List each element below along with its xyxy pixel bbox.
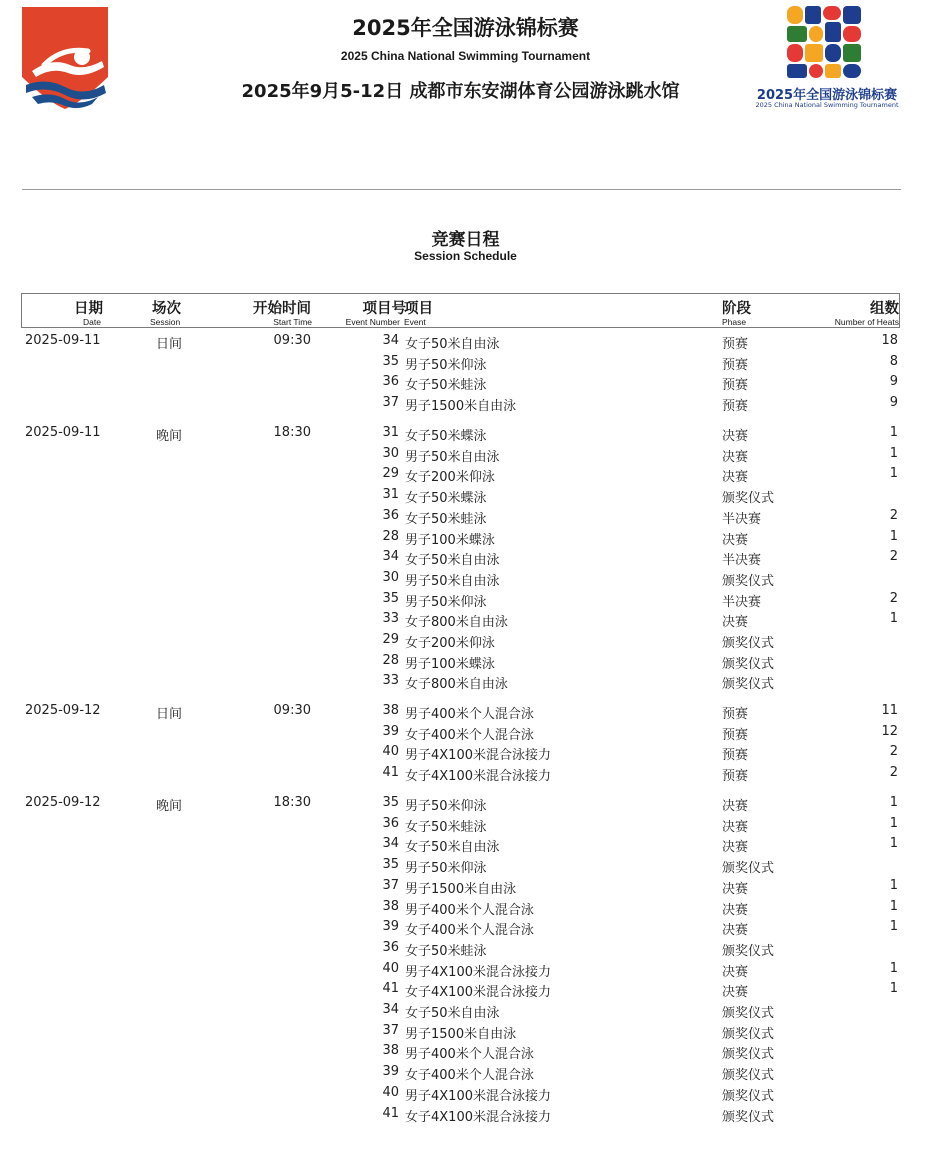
- event-name: 男子4X100米混合泳接力: [405, 748, 551, 764]
- event-phase: 颁奖仪式: [722, 491, 775, 507]
- col-heats-header-en: Number of Heats: [834, 317, 899, 327]
- event-name: 女子400米个人混合泳: [405, 727, 534, 743]
- event-number: 36: [382, 815, 399, 831]
- event-heats: 1: [889, 795, 898, 810]
- event-heats: 1: [889, 445, 898, 461]
- session-date: 2025-09-11: [25, 425, 101, 440]
- col-event-header-en: Event: [404, 317, 426, 327]
- event-number: 35: [382, 795, 399, 810]
- event-number: 34: [382, 836, 399, 852]
- event-number: 31: [382, 487, 399, 503]
- event-phase: 决赛: [722, 964, 749, 980]
- event-number: 37: [382, 877, 399, 893]
- col-start-header-en: Start Time: [273, 317, 312, 327]
- event-number: 41: [382, 765, 399, 781]
- event-phase: 颁奖仪式: [722, 573, 775, 589]
- event-name: 女子800米自由泳: [405, 615, 508, 631]
- col-start-header: 开始时间: [253, 301, 311, 317]
- event-heats: 18: [881, 333, 898, 348]
- event-phase: 颁奖仪式: [722, 656, 775, 672]
- event-name: 女子50米蛙泳: [405, 943, 487, 959]
- session-start-time: 09:30: [273, 703, 311, 718]
- event-name: 女子50米自由泳: [405, 1006, 500, 1021]
- event-heats: 1: [889, 611, 898, 627]
- event-phase: 预赛: [722, 748, 749, 764]
- schedule-title-en: Session Schedule: [414, 249, 517, 263]
- event-phase: 决赛: [722, 923, 749, 939]
- event-name: 女子50米自由泳: [405, 553, 500, 569]
- event-phase: 颁奖仪式: [722, 1088, 775, 1104]
- event-name: 女子50米自由泳: [405, 840, 500, 856]
- event-name: 男子1500米自由泳: [405, 1026, 517, 1042]
- event-heats: 1: [889, 919, 898, 935]
- event-name: 男子4X100米混合泳接力: [405, 964, 551, 980]
- schedule-title: 竞赛日程: [431, 230, 500, 250]
- event-number: 37: [382, 1022, 399, 1038]
- session-name: 日间: [156, 707, 183, 722]
- event-phase: 预赛: [722, 399, 749, 415]
- event-name: 男子50米仰泳: [405, 594, 487, 610]
- event-name: 男子50米自由泳: [405, 573, 500, 589]
- event-phase: 决赛: [722, 985, 749, 1001]
- event-name: 男子50米自由泳: [405, 449, 500, 465]
- logo-caption-en: 2025 China National Swimming Tournament: [755, 101, 899, 109]
- event-number: 35: [382, 857, 399, 873]
- event-number: 36: [382, 939, 399, 955]
- col-phase-header-en: Phase: [722, 317, 747, 327]
- event-phase: 颁奖仪式: [722, 943, 775, 959]
- event-number: 34: [382, 333, 399, 348]
- event-phase: 半决赛: [722, 511, 762, 527]
- event-number: 39: [382, 1064, 399, 1080]
- event-heats: 12: [881, 723, 898, 739]
- col-heats-header: 组数: [870, 301, 899, 317]
- event-name: 女子200米仰泳: [405, 470, 495, 486]
- event-number: 30: [382, 445, 399, 461]
- event-number: 29: [382, 466, 399, 482]
- event-number: 31: [382, 425, 399, 440]
- event-heats: 1: [889, 960, 898, 976]
- event-number: 41: [382, 1105, 399, 1121]
- event-phase: 颁奖仪式: [722, 1068, 775, 1084]
- event-phase: 决赛: [722, 615, 749, 631]
- session-start-time: 18:30: [273, 425, 311, 440]
- event-number: 28: [382, 528, 399, 544]
- session-name: 晚间: [156, 799, 183, 814]
- event-phase: 决赛: [722, 532, 749, 548]
- event-number: 33: [382, 673, 399, 689]
- event-name: 男子50米仰泳: [405, 861, 487, 877]
- col-date-header-en: Date: [83, 317, 101, 327]
- event-number: 40: [382, 744, 399, 760]
- event-phase: 决赛: [722, 840, 749, 856]
- event-name: 女子800米自由泳: [405, 677, 508, 693]
- event-number: 30: [382, 569, 399, 585]
- event-name: 女子50米蛙泳: [405, 378, 487, 394]
- session-date: 2025-09-12: [25, 703, 101, 718]
- event-heats: 1: [889, 466, 898, 482]
- event-phase: 半决赛: [722, 594, 762, 610]
- event-name: 男子1500米自由泳: [405, 881, 517, 897]
- event-phase: 颁奖仪式: [722, 1006, 775, 1021]
- event-name: 女子200米仰泳: [405, 636, 495, 651]
- event-number: 34: [382, 549, 399, 565]
- event-phase: 颁奖仪式: [722, 861, 775, 877]
- event-name: 男子400米个人混合泳: [405, 902, 534, 918]
- event-name: 女子50米蛙泳: [405, 819, 487, 835]
- event-heats: 1: [889, 528, 898, 544]
- event-number: 37: [382, 395, 399, 411]
- event-number: 38: [382, 1043, 399, 1059]
- tournament-dates-venue: 2025年9月5-12日 成都市东安湖体育公园游泳跳水馆: [241, 81, 680, 102]
- col-number-header-en: Event Number: [345, 317, 400, 327]
- event-number: 40: [382, 1084, 399, 1100]
- event-number: 38: [382, 703, 399, 718]
- event-phase: 预赛: [722, 769, 749, 785]
- event-number: 36: [382, 374, 399, 390]
- session-start-time: 09:30: [273, 333, 311, 348]
- event-number: 28: [382, 652, 399, 668]
- event-phase: 半决赛: [722, 553, 762, 569]
- event-heats: 11: [881, 703, 898, 718]
- event-phase: 颁奖仪式: [722, 1109, 775, 1125]
- event-name: 女子50米蝶泳: [405, 491, 487, 507]
- event-name: 男子400米个人混合泳: [405, 1047, 534, 1063]
- event-number: 34: [382, 1002, 399, 1017]
- event-phase: 预赛: [722, 707, 749, 722]
- logo-caption: 2025年全国游泳锦标赛: [756, 88, 898, 103]
- event-name: 男子400米个人混合泳: [405, 707, 534, 722]
- col-session-header: 场次: [152, 301, 181, 317]
- event-name: 女子400米个人混合泳: [405, 923, 534, 939]
- event-heats: 1: [889, 981, 898, 997]
- event-number: 40: [382, 960, 399, 976]
- event-heats: 9: [889, 395, 898, 411]
- event-name: 女子4X100米混合泳接力: [405, 1109, 551, 1125]
- col-date-header: 日期: [74, 301, 103, 317]
- event-name: 男子50米仰泳: [405, 357, 487, 373]
- event-name: 男子100米蝶泳: [405, 656, 495, 672]
- event-number: 33: [382, 611, 399, 627]
- event-heats: 9: [889, 374, 898, 390]
- event-phase: 预赛: [722, 357, 749, 373]
- event-name: 男子1500米自由泳: [405, 399, 517, 415]
- col-event-header: 项目: [404, 301, 433, 317]
- event-name: 男子50米仰泳: [405, 799, 487, 814]
- event-number: 39: [382, 919, 399, 935]
- event-heats: 1: [889, 836, 898, 852]
- session-date: 2025-09-11: [25, 333, 101, 348]
- session-name: 日间: [156, 337, 183, 352]
- event-number: 41: [382, 981, 399, 997]
- event-phase: 预赛: [722, 727, 749, 743]
- event-phase: 预赛: [722, 337, 749, 352]
- event-heats: 1: [889, 877, 898, 893]
- tournament-title: 2025年全国游泳锦标赛: [352, 16, 579, 40]
- col-phase-header: 阶段: [722, 301, 751, 317]
- event-phase: 颁奖仪式: [722, 677, 775, 693]
- event-heats: 1: [889, 425, 898, 440]
- event-name: 女子400米个人混合泳: [405, 1068, 534, 1084]
- event-phase: 决赛: [722, 470, 749, 486]
- event-name: 男子4X100米混合泳接力: [405, 1088, 551, 1104]
- event-phase: 预赛: [722, 378, 749, 394]
- event-heats: 2: [889, 744, 898, 760]
- event-name: 女子50米自由泳: [405, 337, 500, 352]
- event-name: 男子100米蝶泳: [405, 532, 495, 548]
- session-date: 2025-09-12: [25, 795, 101, 810]
- event-heats: 1: [889, 815, 898, 831]
- event-number: 39: [382, 723, 399, 739]
- event-phase: 决赛: [722, 449, 749, 465]
- col-session-header-en: Session: [150, 317, 181, 327]
- event-phase: 颁奖仪式: [722, 1047, 775, 1063]
- event-phase: 决赛: [722, 429, 749, 444]
- event-number: 38: [382, 898, 399, 914]
- tournament-title-en: 2025 China National Swimming Tournament: [340, 49, 591, 63]
- event-heats: 2: [889, 590, 898, 606]
- event-name: 女子50米蝶泳: [405, 429, 487, 444]
- event-heats: 8: [889, 353, 898, 369]
- event-phase: 决赛: [722, 902, 749, 918]
- event-phase: 颁奖仪式: [722, 1026, 775, 1042]
- event-number: 35: [382, 590, 399, 606]
- event-name: 女子50米蛙泳: [405, 511, 487, 527]
- event-phase: 颁奖仪式: [722, 636, 775, 651]
- event-phase: 决赛: [722, 799, 749, 814]
- event-number: 29: [382, 632, 399, 647]
- event-heats: 2: [889, 765, 898, 781]
- event-number: 36: [382, 507, 399, 523]
- event-phase: 决赛: [722, 819, 749, 835]
- col-number-header: 项目号: [362, 301, 406, 317]
- event-heats: 1: [889, 898, 898, 914]
- event-heats: 2: [889, 507, 898, 523]
- session-name: 晚间: [156, 429, 183, 444]
- event-name: 女子4X100米混合泳接力: [405, 985, 551, 1001]
- event-name: 女子4X100米混合泳接力: [405, 769, 551, 785]
- event-number: 35: [382, 353, 399, 369]
- event-heats: 2: [889, 549, 898, 565]
- session-start-time: 18:30: [273, 795, 311, 810]
- event-phase: 决赛: [722, 881, 749, 897]
